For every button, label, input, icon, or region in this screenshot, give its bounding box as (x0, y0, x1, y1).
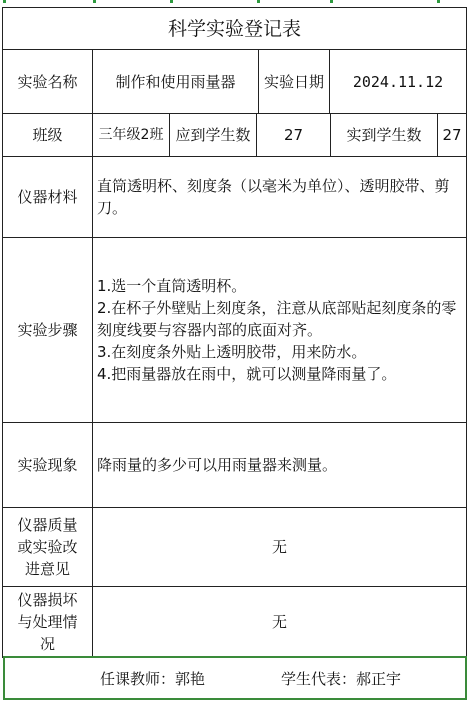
step-item: 1.选一个直筒透明杯。 (97, 277, 247, 295)
actual-students-value: 27 (437, 113, 467, 157)
steps-value (92, 237, 467, 423)
class-value: 三年级2班 (92, 113, 170, 157)
record-table (3, 8, 467, 658)
materials-value: 直筒透明杯、刻度条（以毫米为单位）、透明胶带、剪刀。 (92, 156, 467, 238)
experiment-name-value: 制作和使用雨量器 (92, 49, 259, 114)
experiment-date-label: 实验日期 (258, 49, 330, 114)
gridline-tick (437, 0, 440, 3)
signature-footer (3, 656, 467, 700)
gridline-tick (170, 0, 173, 3)
quality-value: 无 (92, 507, 467, 587)
damage-value: 无 (92, 586, 467, 658)
gridline-tick (93, 0, 96, 3)
steps-list (97, 275, 462, 385)
quality-label: 仪器质量或实验改进意见 (2, 507, 93, 587)
step-item: 2.在杯子外壁贴上刻度条，注意从底部贴起刻度条的零刻度线要与容器内部的底面对齐。 (97, 299, 457, 339)
actual-students-label: 实到学生数 (330, 113, 438, 157)
gridline-tick (330, 0, 333, 3)
student-representative: 学生代表：郝正宇 (281, 669, 402, 688)
teacher-name: 任课教师：郭艳 (100, 669, 206, 688)
class-label: 班级 (2, 113, 93, 157)
experiment-date-value: 2024.11.12 (329, 49, 467, 114)
expected-students-label: 应到学生数 (169, 113, 257, 157)
step-item: 3.在刻度条外贴上透明胶带，用来防水。 (97, 343, 367, 361)
materials-label: 仪器材料 (2, 156, 93, 238)
phenomenon-value: 降雨量的多少可以用雨量器来测量。 (92, 422, 467, 508)
experiment-name-label: 实验名称 (2, 49, 93, 114)
expected-students-value: 27 (256, 113, 331, 157)
phenomenon-label: 实验现象 (2, 422, 93, 508)
damage-label: 仪器损坏与处理情况 (2, 586, 93, 658)
steps-label: 实验步骤 (2, 237, 93, 423)
gridline-tick (3, 0, 6, 3)
gridline-tick (257, 0, 260, 3)
page-title: 科学实验登记表 (2, 7, 467, 50)
step-item: 4.把雨量器放在雨中，就可以测量降雨量了。 (97, 365, 397, 383)
